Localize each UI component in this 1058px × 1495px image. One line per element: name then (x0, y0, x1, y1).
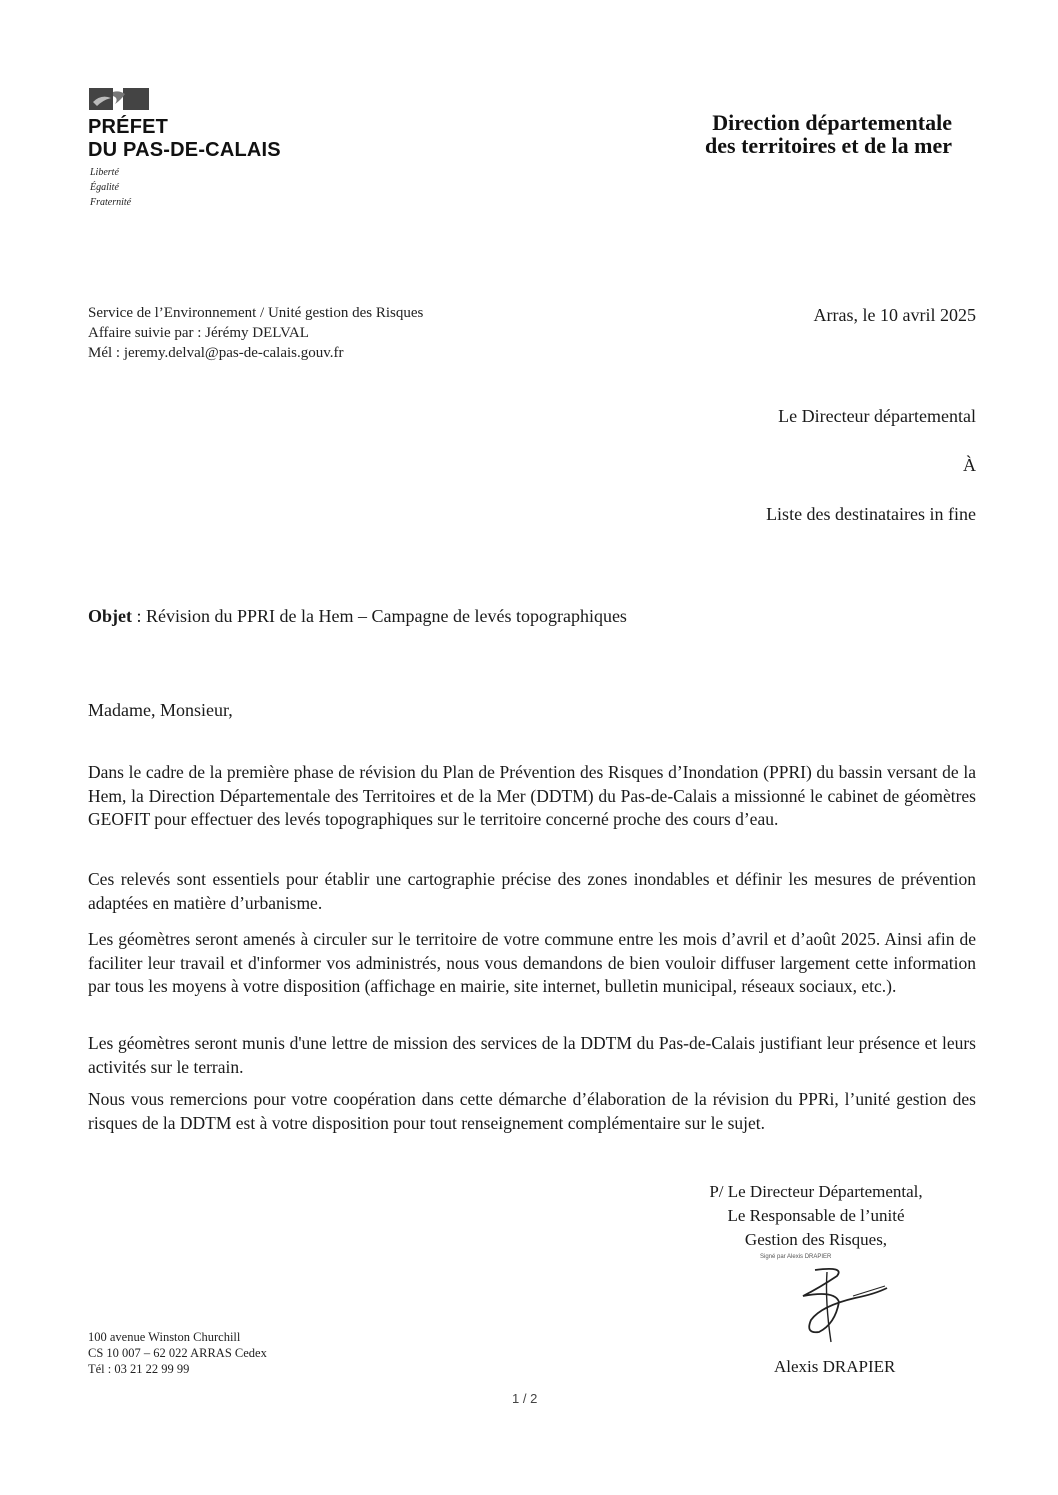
paragraph-1: Dans le cadre de la première phase de révision du Plan de Prévention des Risques d’Inondation (PPRI) du bassin versant de la Hem, la Direction Départementale des Territoires et de la Mer (DDTM) du Pas-de-Calais a missionné le cabinet de géomètres GEOFIT pour effectuer des levés topographiques sur le territoire concerné proche des cours d’eau. (88, 762, 976, 829)
recipient-to-marker: À (963, 455, 976, 475)
address-phone: Tél : 03 21 22 99 99 (88, 1362, 190, 1376)
marianne-logo-icon (89, 88, 149, 110)
signed-by-note: Signé par Alexis DRAPIER (760, 1254, 832, 1260)
signature-line3: Gestion des Risques, (744, 1230, 888, 1249)
signature-block (666, 1180, 966, 1252)
prefet-title-line1: PRÉFET (88, 116, 169, 138)
signer-name: Alexis DRAPIER (774, 1357, 896, 1376)
sender-followed-by: Affaire suivie par : Jérémy DELVAL (88, 325, 309, 341)
motto-liberte: Liberté (90, 167, 119, 178)
salutation: Madame, Monsieur, (88, 700, 233, 720)
signature-line2: Le Responsable de l’unité (727, 1206, 905, 1225)
paragraph-3: Les géomètres seront amenés à circuler sur le territoire de votre commune entre les mois d’avril et d’août 2025. Ainsi afin de faciliter leur travail et d'informer vos administrés, nous vous demandons de bien vouloir diffuser largement cette information par tous les moyens à votre disposition (affichage en mairie, site internet, bulletin municipal, réseaux sociaux, etc.). (88, 929, 976, 996)
subject-line (88, 606, 627, 627)
motto-egalite: Égalité (90, 182, 119, 193)
subject-label: Objet (88, 606, 132, 626)
address-line1: 100 avenue Winston Churchill (88, 1330, 241, 1344)
handwritten-signature-icon (775, 1262, 895, 1347)
page-number: 1 / 2 (512, 1391, 538, 1406)
direction-title-line2: des territoires et de la mer (705, 133, 952, 158)
paragraph-4: Les géomètres seront munis d'une lettre de mission des services de la DDTM du Pas-de-Calais justifiant leur présence et leurs activités sur le terrain. (88, 1033, 976, 1077)
subject-separator: : (132, 606, 147, 626)
direction-title-line1: Direction départementale (712, 110, 952, 135)
sender-service: Service de l’Environnement / Unité gestion des Risques (88, 305, 424, 321)
paragraph-2: Ces relevés sont essentiels pour établir une cartographie précise des zones inondables et définir les mesures de prévention adaptées en matière d’urbanisme. (88, 869, 976, 913)
subject-text: Révision du PPRI de la Hem – Campagne de levés topographiques (146, 606, 627, 626)
prefet-title-line2: DU PAS-DE-CALAIS (88, 139, 281, 161)
motto-fraternite: Fraternité (90, 197, 132, 208)
sender-email: Mél : jeremy.delval@pas-de-calais.gouv.fr (88, 345, 344, 361)
letter-date: Arras, le 10 avril 2025 (813, 305, 976, 325)
paragraph-5: Nous vous remercions pour votre coopération dans cette démarche d’élaboration de la révision du PPRi, l’unité gestion des risques de la DDTM est à votre disposition pour tout renseignement complémentaire sur le sujet. (88, 1089, 976, 1133)
recipient-from: Le Directeur départemental (778, 406, 976, 426)
signature-line1: P/ Le Directeur Départemental, (709, 1182, 923, 1201)
address-line2: CS 10 007 – 62 022 ARRAS Cedex (88, 1346, 267, 1360)
recipient-to: Liste des destinataires in fine (766, 504, 976, 524)
